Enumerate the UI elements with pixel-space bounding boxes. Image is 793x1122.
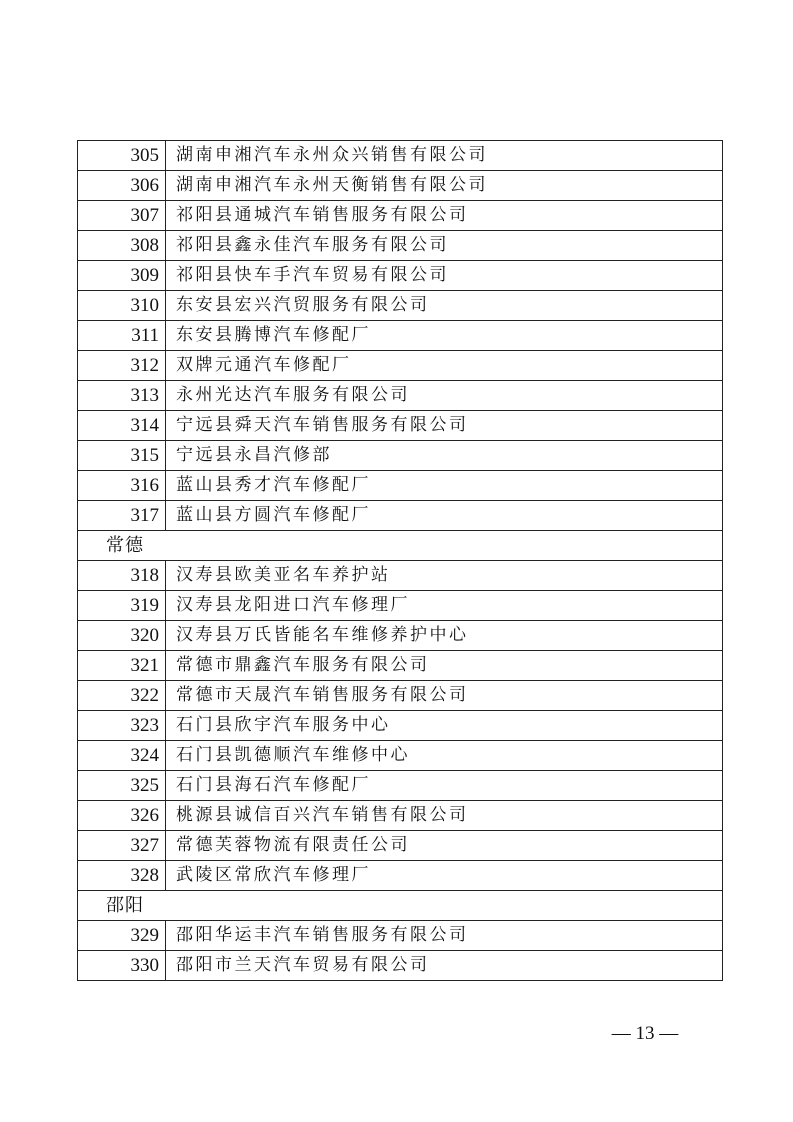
- table-row: [78, 711, 723, 741]
- company-name: 湖南申湘汽车永州天衡销售有限公司: [166, 171, 723, 201]
- region-header-row: [78, 531, 723, 561]
- company-name: 祁阳县通城汽车销售服务有限公司: [166, 201, 723, 231]
- table-row: [78, 471, 723, 501]
- row-number: 328: [78, 861, 166, 891]
- row-number: 317: [78, 501, 166, 531]
- table-row: [78, 261, 723, 291]
- company-name: 永州光达汽车服务有限公司: [166, 381, 723, 411]
- company-name: 祁阳县快车手汽车贸易有限公司: [166, 261, 723, 291]
- company-name: 宁远县舜天汽车销售服务有限公司: [166, 411, 723, 441]
- company-name: 常德芙蓉物流有限责任公司: [166, 831, 723, 861]
- row-number: 311: [78, 321, 166, 351]
- company-list-table: [77, 140, 723, 981]
- row-number: 330: [78, 951, 166, 981]
- company-name: 邵阳华运丰汽车销售服务有限公司: [166, 921, 723, 951]
- table-row: [78, 801, 723, 831]
- table-row: [78, 921, 723, 951]
- row-number: 312: [78, 351, 166, 381]
- row-number: 323: [78, 711, 166, 741]
- row-number: 321: [78, 651, 166, 681]
- company-name: 宁远县永昌汽修部: [166, 441, 723, 471]
- row-number: 313: [78, 381, 166, 411]
- company-list-body: [78, 141, 723, 981]
- table-row: [78, 591, 723, 621]
- company-name: 桃源县诚信百兴汽车销售有限公司: [166, 801, 723, 831]
- row-number: 318: [78, 561, 166, 591]
- table-row: [78, 141, 723, 171]
- row-number: 327: [78, 831, 166, 861]
- table-row: [78, 831, 723, 861]
- table-row: [78, 171, 723, 201]
- company-name: 石门县凯德顺汽车维修中心: [166, 741, 723, 771]
- row-number: 326: [78, 801, 166, 831]
- table-row: [78, 501, 723, 531]
- row-number: 319: [78, 591, 166, 621]
- row-number: 308: [78, 231, 166, 261]
- table-row: [78, 771, 723, 801]
- row-number: 329: [78, 921, 166, 951]
- table-row: [78, 561, 723, 591]
- table-row: [78, 351, 723, 381]
- row-number: 307: [78, 201, 166, 231]
- row-number: 310: [78, 291, 166, 321]
- row-number: 305: [78, 141, 166, 171]
- table-row: [78, 861, 723, 891]
- company-name: 蓝山县方圆汽车修配厂: [166, 501, 723, 531]
- table-row: [78, 951, 723, 981]
- table-row: [78, 741, 723, 771]
- row-number: 320: [78, 621, 166, 651]
- table-row: [78, 201, 723, 231]
- table-row: [78, 411, 723, 441]
- row-number: 324: [78, 741, 166, 771]
- company-name: 汉寿县龙阳进口汽车修理厂: [166, 591, 723, 621]
- company-name: 武陵区常欣汽车修理厂: [166, 861, 723, 891]
- table-row: [78, 621, 723, 651]
- company-name: 常德市天晟汽车销售服务有限公司: [166, 681, 723, 711]
- table-row: [78, 681, 723, 711]
- company-name: 蓝山县秀才汽车修配厂: [166, 471, 723, 501]
- table-row: [78, 321, 723, 351]
- region-label: 常德: [78, 531, 723, 561]
- company-name: 双牌元通汽车修配厂: [166, 351, 723, 381]
- table-row: [78, 291, 723, 321]
- page-number: — 13 —: [611, 1023, 679, 1044]
- region-label: 邵阳: [78, 891, 723, 921]
- company-name: 汉寿县万氏皆能名车维修养护中心: [166, 621, 723, 651]
- company-name: 常德市鼎鑫汽车服务有限公司: [166, 651, 723, 681]
- table-row: [78, 231, 723, 261]
- row-number: 314: [78, 411, 166, 441]
- company-name: 湖南申湘汽车永州众兴销售有限公司: [166, 141, 723, 171]
- company-name: 石门县欣宇汽车服务中心: [166, 711, 723, 741]
- company-name: 邵阳市兰天汽车贸易有限公司: [166, 951, 723, 981]
- company-name: 东安县宏兴汽贸服务有限公司: [166, 291, 723, 321]
- company-name: 东安县腾博汽车修配厂: [166, 321, 723, 351]
- row-number: 315: [78, 441, 166, 471]
- table-row: [78, 651, 723, 681]
- table-row: [78, 381, 723, 411]
- region-header-row: [78, 891, 723, 921]
- row-number: 309: [78, 261, 166, 291]
- row-number: 322: [78, 681, 166, 711]
- row-number: 325: [78, 771, 166, 801]
- row-number: 316: [78, 471, 166, 501]
- company-name: 汉寿县欧美亚名车养护站: [166, 561, 723, 591]
- table-row: [78, 441, 723, 471]
- row-number: 306: [78, 171, 166, 201]
- company-name: 石门县海石汽车修配厂: [166, 771, 723, 801]
- company-name: 祁阳县鑫永佳汽车服务有限公司: [166, 231, 723, 261]
